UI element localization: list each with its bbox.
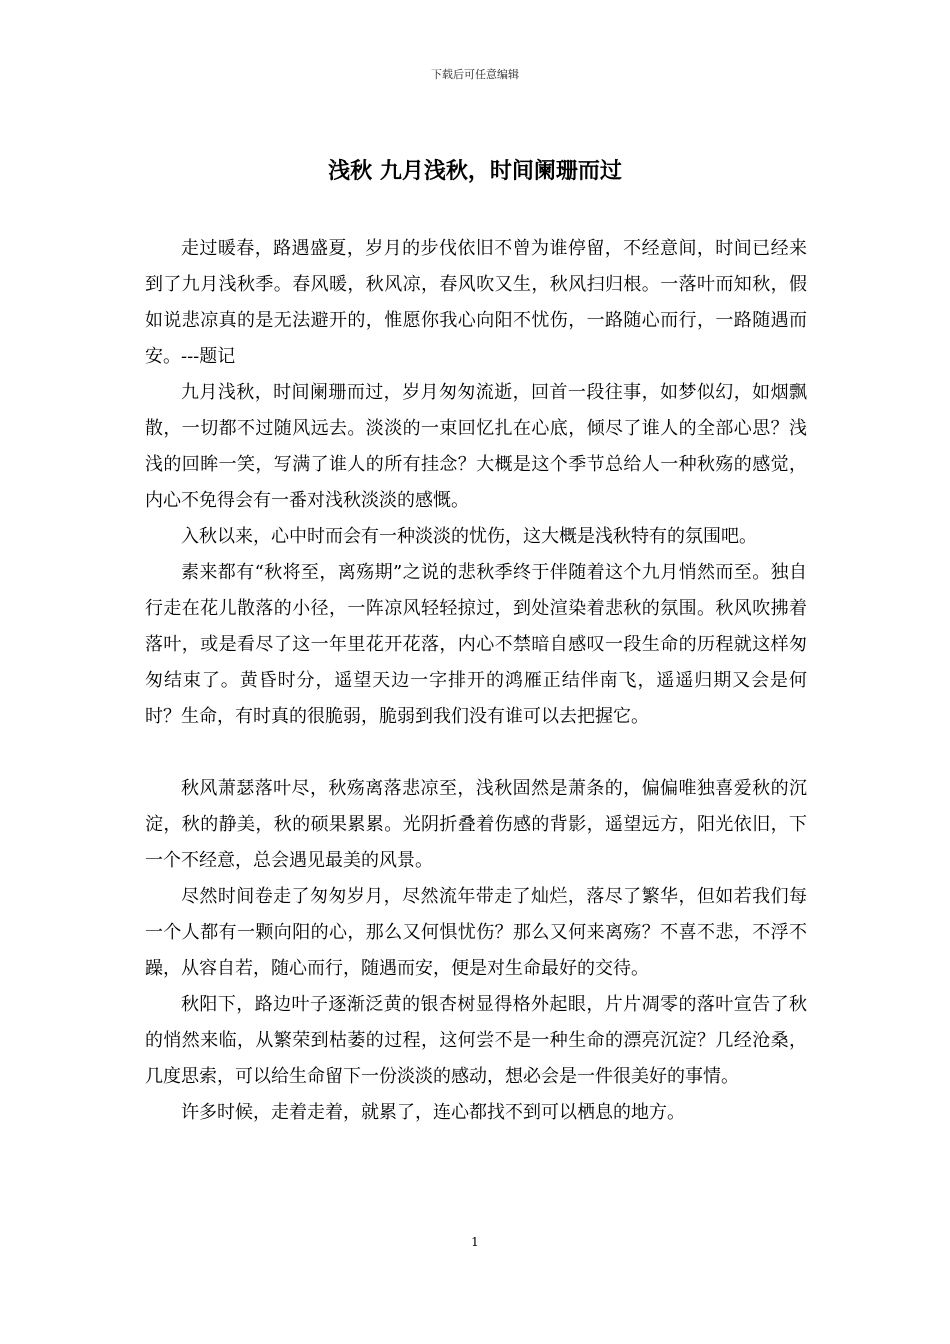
paragraph-1: 走过暖春，路遇盛夏，岁月的步伐依旧不曾为谁停留，不经意间，时间已经来到了九月浅秋季。春风暖，秋风凉，春风吹又生，秋风扫归根。一落叶而知秋，假如说悲凉真的是无法避开的，惟愿你我心向阳不忧伤，一路随心而行，一路随遇而安。---题记 — [145, 238, 807, 367]
page-number: 1 — [471, 1235, 479, 1249]
document-title: 浅秋 九月浅秋，时间阑珊而过 — [328, 158, 622, 184]
paragraph-2: 九月浅秋，时间阑珊而过，岁月匆匆流逝，回首一段往事，如梦似幻，如烟飘散，一切都不过随风远去。淡淡的一束回忆扎在心底，倾尽了谁人的全部心思？浅浅的回眸一笑，写满了谁人的所有挂念？大概是这个季节总给人一种秋殇的感觉，内心不免得会有一番对浅秋淡淡的感慨。 — [145, 382, 807, 511]
paragraph-3: 入秋以来，心中时而会有一种淡淡的忧伤，这大概是浅秋特有的氛围吧。 — [181, 526, 757, 547]
paragraph-7: 秋阳下，路边叶子逐渐泛黄的银杏树显得格外起眼，片片凋零的落叶宣告了秋的悄然来临，从繁荣到枯萎的过程，这何尝不是一种生命的漂亮沉淀？几经沧桑，几度思索，可以给生命留下一份淡淡的感动，想必会是一件很美好的事情。 — [145, 994, 807, 1087]
paragraph-5: 秋风萧瑟落叶尽，秋殇离落悲凉至，浅秋固然是萧条的，偏偏唯独喜爱秋的沉淀，秋的静美，秋的硕果累累。光阴折叠着伤感的背影，遥望远方，阳光依旧，下一个不经意，总会遇见最美的风景。 — [145, 778, 807, 871]
paragraph-4: 素来都有“秋将至，离殇期”之说的悲秋季终于伴随着这个九月悄然而至。独自行走在花儿散落的小径，一阵凉风轻轻掠过，到处渲染着悲秋的氛围。秋风吹拂着落叶，或是看尽了这一年里花开花落，内心不禁暗自感叹一段生命的历程就这样匆匆结束了。黄昏时分，遥望天边一字排开的鸿雁正结伴南飞，遥遥归期又会是何时？生命，有时真的很脆弱，脆弱到我们没有谁可以去把握它。 — [145, 562, 807, 727]
header-note: 下载后可任意编辑 — [431, 68, 519, 81]
paragraph-6: 尽然时间卷走了匆匆岁月，尽然流年带走了灿烂，落尽了繁华，但如若我们每一个人都有一颗向阳的心，那么又何惧忧伤？那么又何来离殇？不喜不悲，不浮不躁，从容自若，随心而行，随遇而安，便是对生命最好的交待。 — [145, 886, 807, 979]
paragraph-8: 许多时候，走着走着，就累了，连心都找不到可以栖息的地方。 — [181, 1102, 685, 1123]
document-body — [145, 231, 807, 1131]
